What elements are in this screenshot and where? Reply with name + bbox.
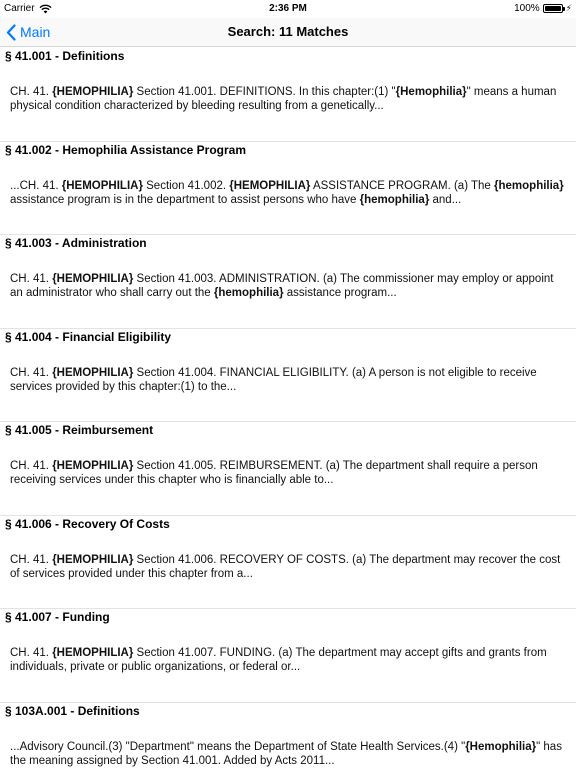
result-snippet [10,740,566,768]
search-result-row[interactable] [0,516,576,610]
result-snippet [10,366,566,394]
result-snippet [10,85,566,113]
result-title: § 41.003 - Administration [5,236,147,250]
search-result-row[interactable] [0,609,576,703]
result-snippet [10,459,566,487]
result-title: § 41.001 - Definitions [5,49,125,63]
snippet-text: ASSISTANCE PROGRAM. (a) The [310,179,495,192]
snippet-text: ...CH. 41. [10,179,62,192]
snippet-highlight: {HEMOPHILIA} [52,647,134,659]
snippet-text: CH. 41. [10,366,53,379]
snippet-text: assistance program... [283,287,397,299]
snippet-highlight: {HEMOPHILIA} [52,460,134,472]
search-result-row[interactable] [0,142,576,236]
snippet-highlight: {HEMOPHILIA} [61,179,143,192]
battery-fill [545,6,561,11]
result-snippet [10,646,566,674]
search-result-row[interactable] [0,329,576,423]
snippet-text: " means a human physical condition characterized by bleeding resulting from a genetically... [10,86,557,112]
result-snippet [10,179,566,207]
snippet-text: assistance program is in the department to assist persons who have [10,193,360,206]
snippet-text: CH. 41. [10,647,53,659]
result-title: § 41.005 - Reimbursement [5,423,154,437]
battery-group [514,3,572,14]
result-title: § 41.004 - Financial Eligibility [5,329,172,344]
snippet-highlight: {Hemophilia} [465,740,537,753]
snippet-text: " has the meaning assigned by Section 41.001. Added by Acts 2011... [10,740,562,767]
page-title: Search: 11 Matches [227,24,349,39]
snippet-text: Section 41.004. FINANCIAL ELIGIBILITY. (a) A person is not eligible to receive services provided by this chapter:(1) to the... [10,366,537,393]
status-bar [0,0,576,18]
snippet-text: Section 41.007. FUNDING. (a) The department may accept gifts and grants from individuals, private or public organizations, or federal or... [10,647,547,673]
result-title: § 41.006 - Recovery Of Costs [5,516,170,531]
snippet-text: and... [429,193,462,206]
result-title: § 103A.001 - Definitions [5,703,140,718]
battery-icon [543,4,563,13]
snippet-text: Section 41.002. [142,179,230,192]
snippet-text: ...Advisory Council.(3) "Department" means the Department of State Health Services.(4) " [10,740,466,753]
result-title: § 41.007 - Funding [5,610,110,624]
snippet-text: CH. 41. [10,460,53,472]
snippet-highlight: {Hemophilia} [395,86,467,98]
charging-bolt-icon: ⚡ [565,3,572,13]
search-result-row[interactable] [0,703,576,768]
result-title: § 41.002 - Hemophilia Assistance Program [5,142,246,157]
search-result-row[interactable] [0,235,576,329]
snippet-text: CH. 41. [10,553,53,566]
snippet-highlight: {HEMOPHILIA} [52,553,134,566]
result-snippet [10,272,566,300]
snippet-highlight: {HEMOPHILIA} [52,273,134,285]
snippet-highlight: {hemophilia} [494,179,564,192]
snippet-text: Section 41.006. RECOVERY OF COSTS. (a) The department may recover the cost of services provided under this chapter from a... [10,553,561,580]
snippet-text: Section 41.005. REIMBURSEMENT. (a) The department shall require a person receiving services under this chapter who is financially able to... [10,460,538,486]
snippet-highlight: {HEMOPHILIA} [52,366,134,379]
snippet-highlight: {HEMOPHILIA} [229,179,311,192]
back-button-label: Main [20,24,51,40]
clock: 2:36 PM [269,3,307,14]
snippet-text: Section 41.003. ADMINISTRATION. (a) The commissioner may employ or appoint an administrator who shall carry out the [10,273,554,299]
snippet-text: CH. 41. [10,86,53,98]
search-results-list [0,48,576,768]
result-snippet [10,553,566,581]
navigation-bar [0,18,576,47]
snippet-text: CH. 41. [10,273,53,285]
search-result-row[interactable] [0,422,576,516]
carrier-label: Carrier [4,3,35,14]
search-result-row[interactable] [0,48,576,142]
snippet-highlight: {HEMOPHILIA} [52,86,134,98]
snippet-highlight: {hemophilia} [359,193,430,206]
snippet-highlight: {hemophilia} [213,287,284,299]
battery-percent: 100% [514,3,540,14]
snippet-text: Section 41.001. DEFINITIONS. In this chapter:(1) " [133,86,396,98]
